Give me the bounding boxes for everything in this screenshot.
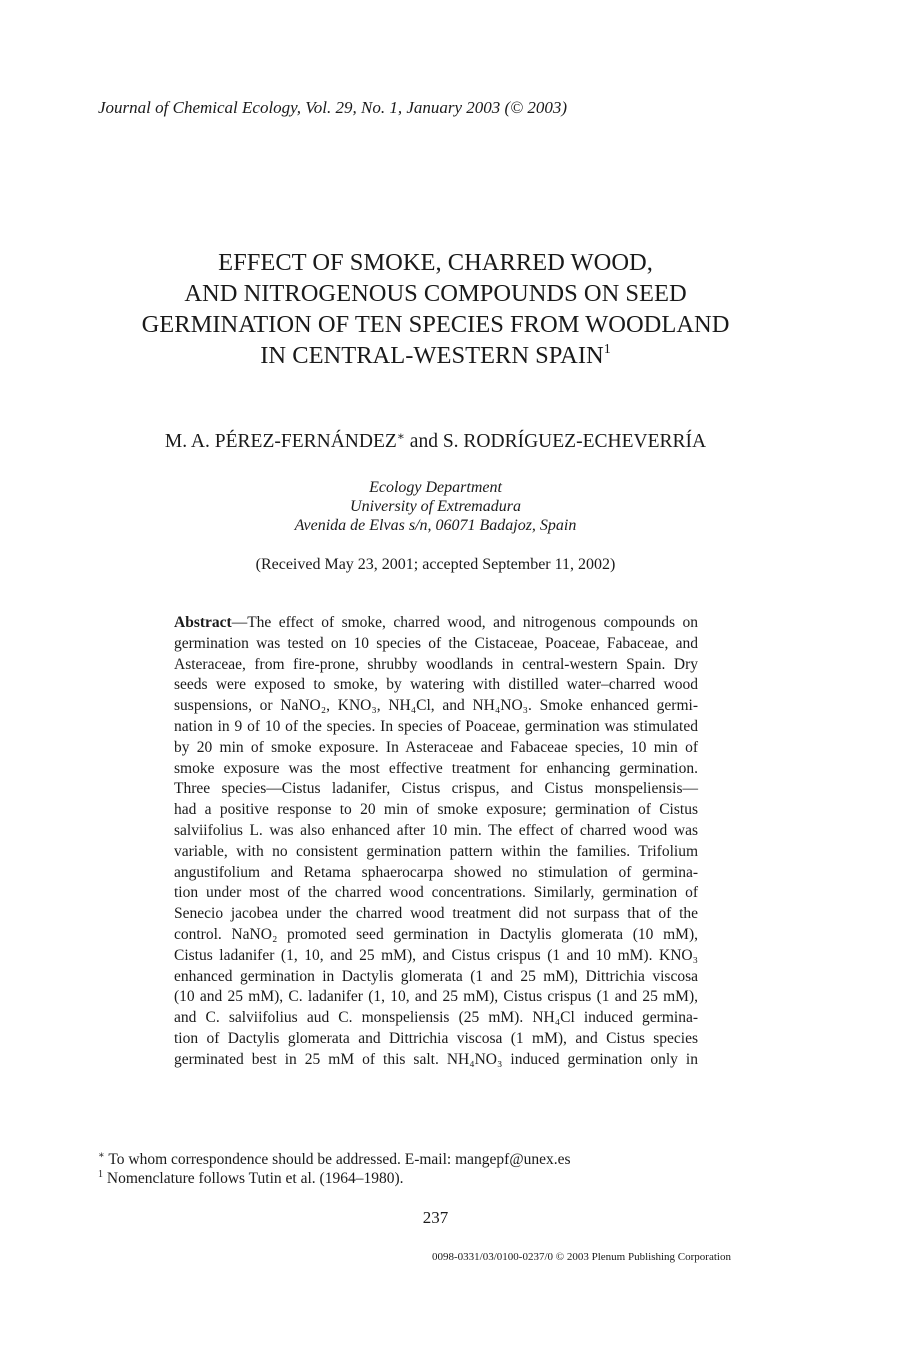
abstract-line: Cistus ladanifer (1, 10, and 25 mM), and Cistus crispus (1 and 10 mM). KNO₃ (174, 946, 698, 964)
abstract-line: nation in 9 of 10 of the species. In species of Poaceae, germination was stimulated (174, 717, 698, 735)
abstract-line: variable, with no consistent germination pattern within the families. Trifolium (174, 842, 698, 860)
abstract-line: suspensions, or NaNO₂, KNO₃, NH₄Cl, and NH₄NO₃. Smoke enhanced germi- (174, 697, 698, 715)
title-line-4 (0, 340, 871, 371)
affiliation-university: University of Extremadura (350, 498, 521, 515)
affiliation-address: Avenida de Elvas s/n, 06071 Badajoz, Spain (294, 517, 577, 534)
footnote-2-text: Nomenclature follows Tutin et al. (1964–1980). (103, 1170, 404, 1187)
author-1: M. A. PÉREZ-FERNÁNDEZ (164, 431, 397, 452)
title-line-2: AND NITROGENOUS COMPOUNDS ON SEED (184, 280, 687, 307)
abstract-line: seeds were exposed to smoke, by watering with distilled water–charred wood (174, 676, 698, 694)
abstract-line: salviifolius L. was also enhanced after 10 min. The effect of charred wood was (174, 821, 698, 839)
footnote-1-text: To whom correspondence should be addressed. E-mail: mangepf@unex.es (104, 1151, 571, 1168)
copyright-line: 0098-0331/03/0100-0237/0 © 2003 Plenum Publishing Corporation (432, 1251, 731, 1263)
abstract-line: enhanced germination in Dactylis glomerata (1 and 25 mM), Dittrichia viscosa (174, 967, 698, 985)
page-number: 237 (422, 1208, 449, 1227)
abstract-line: Senecio jacobea under the charred wood treatment did not surpass that of the (174, 905, 698, 923)
abstract-line: and C. salviifolius aud C. monspeliensis (25 mM). NH₄Cl induced germina- (174, 1009, 698, 1027)
abstract-line: control. NaNO₂ promoted seed germination in Dactylis glomerata (10 mM), (174, 925, 698, 943)
abstract-line: smoke exposure was the most effective treatment for enhancing germination. (174, 759, 698, 777)
title-line-3: GERMINATION OF TEN SPECIES FROM WOODLAND (141, 311, 730, 338)
abstract-heading: Abstract (174, 614, 232, 631)
abstract-line: Asteraceae, from fire-prone, shrubby woodlands in central-western Spain. Dry (174, 655, 698, 673)
received-dates: (Received May 23, 2001; accepted September 11, 2002) (255, 556, 616, 573)
title-footnote-mark: 1 (603, 342, 611, 357)
affiliation (0, 478, 871, 535)
footnote-1-mark: ∗ (98, 1150, 105, 1161)
author-list (0, 431, 871, 453)
journal-citation: Journal of Chemical Ecology, Vol. 29, No. 1, January 2003 (© 2003) (98, 98, 568, 117)
abstract-line: angustifolium and Retama sphaerocarpa showed no stimulation of germina- (174, 863, 698, 881)
footnote-nomenclature (98, 1170, 404, 1188)
author-conjunction: and (404, 431, 443, 452)
author-2: S. RODRÍGUEZ-ECHEVERRÍA (442, 431, 707, 452)
abstract-line: by 20 min of smoke exposure. In Asteraceae and Fabaceae species, 10 min of (174, 738, 698, 756)
abstract-line: (10 and 25 mM), C. ladanifer (1, 10, and 25 mM), Cistus crispus (1 and 25 mM), (174, 988, 698, 1006)
title-line-1: EFFECT OF SMOKE, CHARRED WOOD, (218, 249, 653, 276)
footnote-correspondence (98, 1151, 571, 1169)
abstract-line: Three species—Cistus ladanifer, Cistus crispus, and Cistus monspeliensis— (174, 780, 698, 798)
paper-title (0, 247, 871, 371)
author-1-mark: ∗ (396, 429, 405, 443)
abstract-line: tion of Dactylis glomerata and Dittrichia viscosa (1 mM), and Cistus species (174, 1029, 698, 1047)
abstract-line: tion under most of the charred wood concentrations. Similarly, germination of (174, 884, 698, 902)
abstract-line: germinated best in 25 mM of this salt. NH₄NO₃ induced germination only in (174, 1050, 698, 1068)
affiliation-dept: Ecology Department (369, 479, 502, 496)
abstract-line: had a positive response to 20 min of smoke exposure; germination of Cistus (174, 801, 698, 819)
abstract-line: Abstract—The effect of smoke, charred wood, and nitrogenous compounds on (174, 614, 698, 631)
title-line-4-text: IN CENTRAL-WESTERN SPAIN (260, 342, 604, 369)
abstract (174, 613, 698, 1071)
abstract-line: germination was tested on 10 species of the Cistaceae, Poaceae, Fabaceae, and (174, 634, 698, 652)
footnote-2-mark: 1 (98, 1169, 103, 1180)
